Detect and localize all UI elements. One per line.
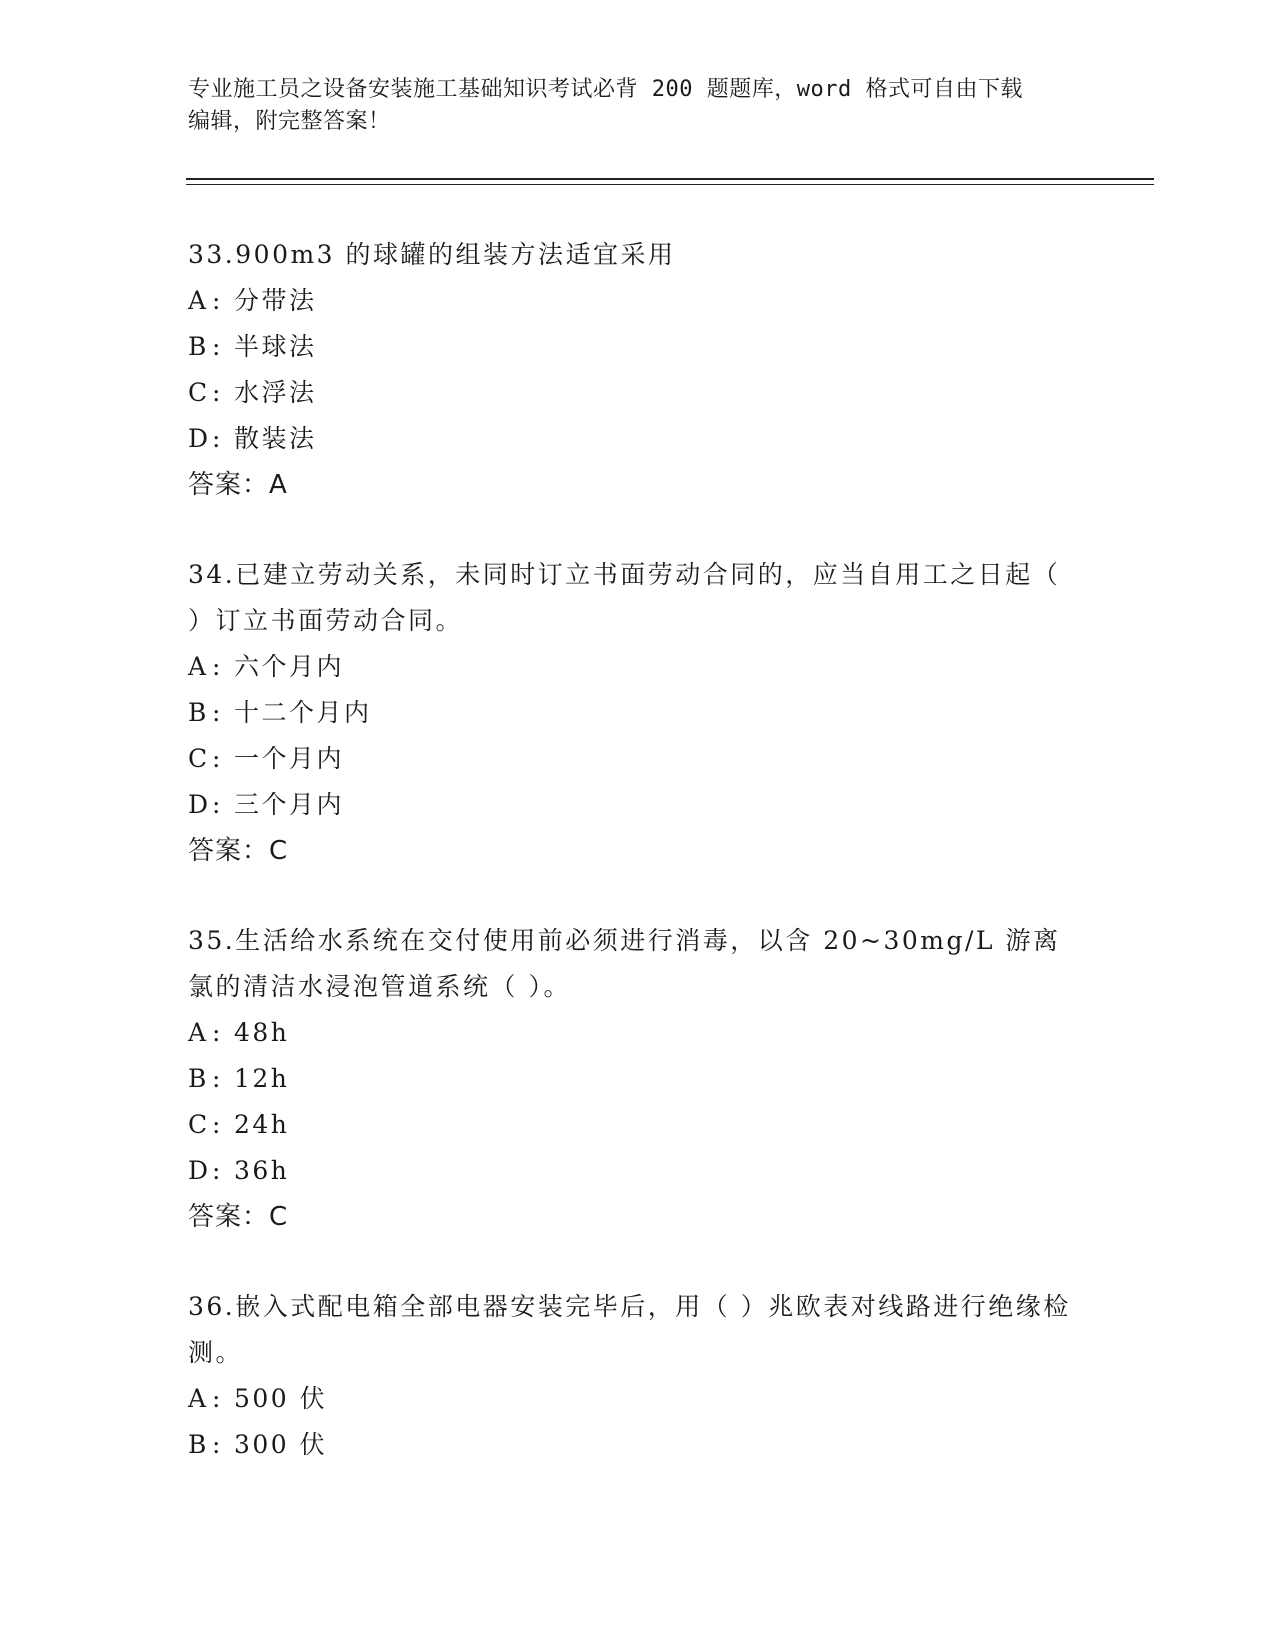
- option-text: 半球法: [234, 332, 317, 361]
- document-header: [188, 74, 1088, 138]
- option-b: B : 300 伏: [188, 1422, 1088, 1468]
- answer-line: [188, 1194, 1088, 1240]
- option-a: A : 分带法: [188, 278, 1088, 324]
- option-b: B : 半球法: [188, 324, 1088, 370]
- option-letter: D: [188, 1156, 211, 1185]
- answer-label: 答案：: [188, 836, 270, 866]
- option-letter: B: [188, 1430, 209, 1459]
- option-b: B : 十二个月内: [188, 690, 1088, 736]
- header-divider-thin: [186, 184, 1154, 185]
- option-letter: D: [188, 424, 211, 453]
- option-letter: C: [188, 378, 210, 407]
- option-letter: B: [188, 332, 209, 361]
- header-divider-thick: [186, 178, 1154, 180]
- header-title-line-1: 专业施工员之设备安装施工基础知识考试必背 200 题题库，word 格式可自由下载: [188, 77, 1023, 102]
- option-text: 48h: [234, 1018, 290, 1047]
- option-text: 300 伏: [234, 1430, 328, 1459]
- option-d: D: 36h: [188, 1148, 1088, 1194]
- question-stem: 33.900m3 的球罐的组装方法适宜采用: [188, 240, 676, 269]
- answer-value: A: [269, 470, 288, 500]
- question-35: [188, 918, 1088, 1240]
- question-stem: 36.嵌入式配电箱全部电器安装完毕后，用（ ）兆欧表对线路进行绝缘检测。: [188, 1292, 1071, 1367]
- option-letter: A: [188, 1018, 209, 1047]
- option-letter: C: [188, 744, 210, 773]
- option-b: B : 12h: [188, 1056, 1088, 1102]
- answer-label: 答案：: [188, 1202, 270, 1232]
- option-text: 一个月内: [234, 744, 345, 773]
- option-letter: D: [188, 790, 211, 819]
- option-c: C: 水浮法: [188, 370, 1088, 416]
- header-title-line-2: 编辑，附完整答案！: [188, 109, 391, 134]
- question-33: [188, 232, 1088, 508]
- option-a: A : 500 伏: [188, 1376, 1088, 1422]
- option-letter: B: [188, 698, 209, 727]
- answer-value: C: [269, 836, 289, 866]
- option-d: D: 三个月内: [188, 782, 1088, 828]
- option-letter: A: [188, 1384, 209, 1413]
- option-text: 36h: [234, 1156, 290, 1185]
- option-text: 分带法: [234, 286, 317, 315]
- question-34: [188, 552, 1088, 874]
- option-letter: C: [188, 1110, 210, 1139]
- option-text: 十二个月内: [234, 698, 372, 727]
- option-text: 三个月内: [234, 790, 345, 819]
- answer-line: [188, 462, 1088, 508]
- option-text: 六个月内: [234, 652, 345, 681]
- option-d: D: 散装法: [188, 416, 1088, 462]
- question-stem: 34.已建立劳动关系，未同时订立书面劳动合同的，应当自用工之日起（ ）订立书面劳动合同。: [188, 560, 1061, 635]
- answer-label: 答案：: [188, 470, 270, 500]
- question-list: [188, 232, 1088, 1468]
- option-a: A : 48h: [188, 1010, 1088, 1056]
- answer-value: C: [269, 1202, 289, 1232]
- option-c: C: 一个月内: [188, 736, 1088, 782]
- option-c: C: 24h: [188, 1102, 1088, 1148]
- option-text: 24h: [234, 1110, 290, 1139]
- option-text: 散装法: [234, 424, 317, 453]
- option-letter: B: [188, 1064, 209, 1093]
- question-36: [188, 1284, 1088, 1468]
- option-text: 水浮法: [234, 378, 317, 407]
- option-text: 12h: [234, 1064, 290, 1093]
- option-letter: A: [188, 286, 209, 315]
- option-text: 500 伏: [234, 1384, 328, 1413]
- option-a: A : 六个月内: [188, 644, 1088, 690]
- question-stem: 35.生活给水系统在交付使用前必须进行消毒，以含 20~30mg/L 游离氯的清洁水浸泡管道系统（ ）。: [188, 926, 1061, 1001]
- answer-line: [188, 828, 1088, 874]
- option-letter: A: [188, 652, 209, 681]
